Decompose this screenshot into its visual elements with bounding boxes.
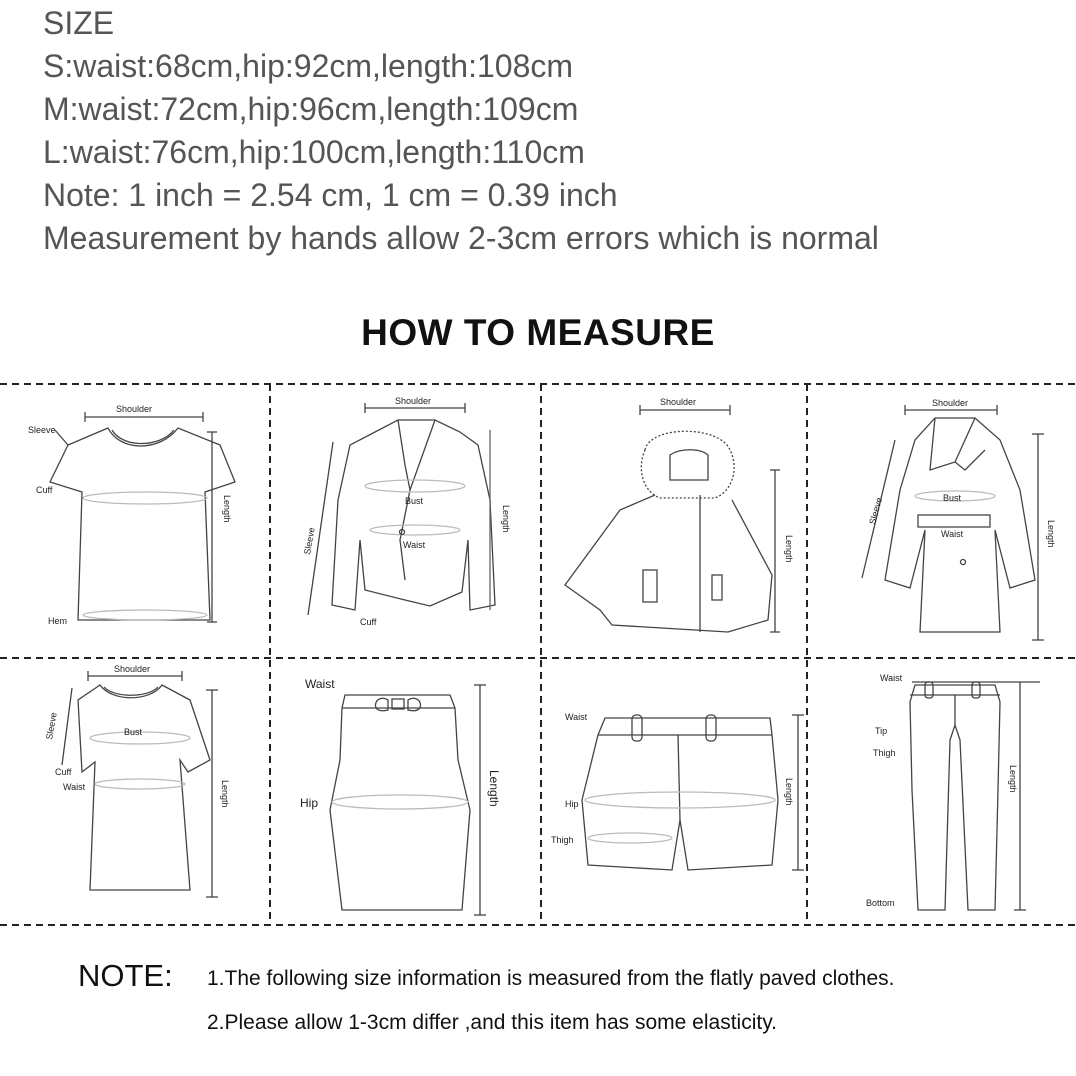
length-label: Length [784,535,794,563]
sleeve-label: Sleeve [44,711,59,741]
size-line-l: L:waist:76cm,hip:100cm,length:110cm [43,134,585,170]
bust-label: Bust [943,493,962,503]
blazer-diagram [302,396,511,627]
hem-label: Hem [48,616,68,626]
cape-diagram [565,397,794,632]
size-line-m: M:waist:72cm,hip:96cm,length:109cm [43,91,579,127]
tshirt-diagram [28,404,235,626]
shoulder-label: Shoulder [116,404,153,414]
waist-label: Waist [565,712,588,722]
waist-label: Waist [305,677,335,691]
waist-label: Waist [941,529,964,539]
length-label: Length [487,770,501,807]
sleeve-label: Sleeve [867,496,885,526]
dress-diagram [44,664,230,897]
length-label: Length [1046,520,1056,548]
sleeve-label: Sleeve [302,526,317,556]
thigh-label: Thigh [873,748,896,758]
coat-diagram [862,398,1056,640]
hip-label: Hip [565,799,579,809]
note-line-2: 2.Please allow 1-3cm differ ,and this item has some elasticity. [207,1011,777,1034]
length-label: Length [1008,765,1018,793]
conversion-note: Note: 1 inch = 2.54 cm, 1 cm = 0.39 inch [43,177,618,213]
waist-label: Waist [403,540,426,550]
length-label: Length [501,505,511,533]
cuff-label: Cuff [36,485,53,495]
bottom-label: Bottom [866,898,895,908]
shoulder-label: Shoulder [660,397,697,407]
trousers-diagram [866,673,1040,910]
measurement-error-note: Measurement by hands allow 2-3cm errors which is normal [43,220,879,256]
waist-label: Waist [63,782,86,792]
how-to-measure-title: HOW TO MEASURE [361,312,715,353]
shorts-diagram [551,712,804,870]
size-line-s: S:waist:68cm,hip:92cm,length:108cm [43,48,574,84]
measurement-diagram-grid [0,370,1076,930]
waist-label: Waist [880,673,903,683]
cuff-label: Cuff [360,617,377,627]
length-label: Length [222,495,232,523]
size-heading: SIZE [43,5,115,41]
tip-label: Tip [875,726,888,736]
hip-label: Hip [300,796,319,810]
bust-label: Bust [124,727,143,737]
length-label: Length [784,778,794,806]
shoulder-label: Shoulder [932,398,969,408]
bust-label: Bust [405,496,424,506]
length-label: Length [220,780,230,808]
sleeve-label: Sleeve [28,425,56,435]
note-line-1: 1.The following size information is measured from the flatly paved clothes. [207,967,895,990]
note-heading: NOTE: [78,958,173,993]
thigh-label: Thigh [551,835,574,845]
skirt-diagram [300,677,501,915]
cuff-label: Cuff [55,767,72,777]
shoulder-label: Shoulder [395,396,432,406]
shoulder-label: Shoulder [114,664,151,674]
